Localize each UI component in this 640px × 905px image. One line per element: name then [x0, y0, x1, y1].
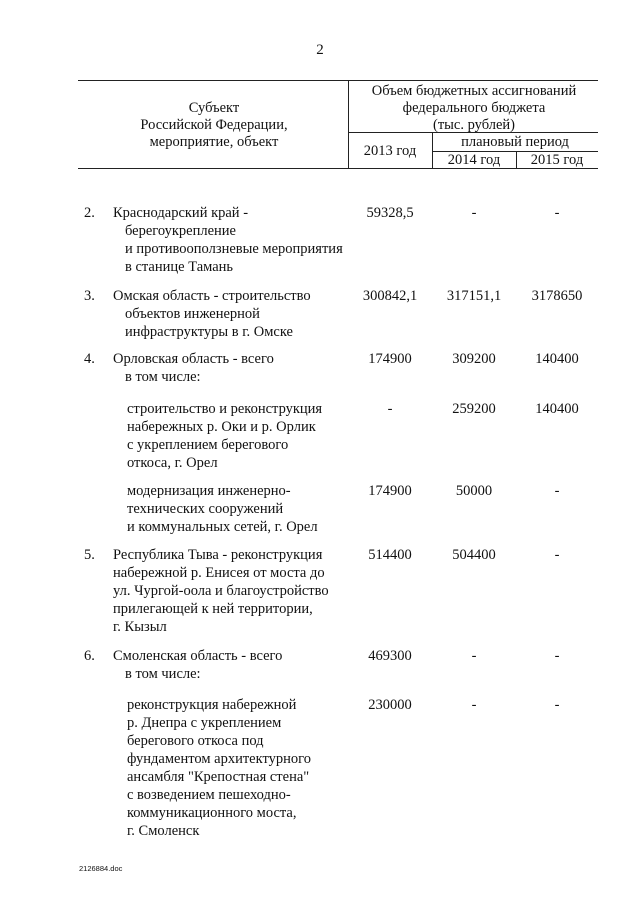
row-line: г. Смоленск: [127, 823, 200, 839]
planned-period-header: плановый период: [461, 134, 569, 150]
row-line: ул. Чургой-оола и благоустройство: [113, 583, 329, 599]
row-line: берегового откоса под: [127, 733, 264, 749]
value-2015: 140400: [535, 401, 579, 417]
row-line: в том числе:: [125, 369, 201, 385]
row-number: 6.: [84, 648, 95, 664]
value-2013: 59328,5: [366, 205, 414, 221]
value-2014: -: [471, 205, 477, 221]
row-line: г. Кызыл: [113, 619, 167, 635]
value-2015: -: [554, 205, 560, 221]
row-line: набережной р. Енисея от моста до: [113, 565, 325, 581]
row-description: [127, 482, 318, 536]
document-filename: 2126884.doc: [79, 864, 123, 873]
row-description: [113, 204, 343, 276]
value-2013: 514400: [368, 547, 412, 563]
row-description: [113, 647, 282, 683]
row-line: берегоукрепление: [125, 223, 236, 239]
value-2015: 3178650: [531, 288, 583, 304]
row-line: Краснодарский край -: [113, 205, 249, 221]
row-line: объектов инженерной: [125, 306, 260, 322]
value-2013: 174900: [368, 483, 412, 499]
value-2014: 309200: [452, 351, 496, 367]
year-2015-header: 2015 год: [530, 152, 584, 168]
budget-header-line: (тыс. рублей): [433, 117, 515, 133]
table-top-rule: [78, 80, 598, 81]
row-line: Орловская область - всего: [113, 351, 274, 367]
row-line: откоса, г. Орел: [127, 455, 218, 471]
value-2015: 140400: [535, 351, 579, 367]
row-line: в том числе:: [125, 666, 201, 682]
value-2013: 174900: [368, 351, 412, 367]
value-2013: -: [387, 401, 393, 417]
row-line: ансамбля "Крепостная стена": [127, 769, 310, 785]
subject-header-line: мероприятие, объект: [149, 134, 279, 150]
row-description: [127, 696, 311, 840]
value-2014: 259200: [452, 401, 496, 417]
row-line: технических сооружений: [127, 501, 284, 517]
row-line: инфраструктуры в г. Омске: [125, 324, 293, 340]
value-2014: 317151,1: [446, 288, 502, 304]
row-line: Смоленская область - всего: [113, 648, 283, 664]
row-line: прилегающей к ней территории,: [113, 601, 313, 617]
value-2015: -: [554, 697, 560, 713]
row-line: Республика Тыва - реконструкция: [113, 547, 323, 563]
value-2015: -: [554, 483, 560, 499]
budget-column-header: [350, 83, 598, 134]
row-line: модернизация инженерно-: [127, 483, 291, 499]
row-line: с укреплением берегового: [127, 437, 289, 453]
row-line: коммуникационного моста,: [127, 805, 297, 821]
subject-header-line: Субъект: [188, 100, 240, 116]
row-line: и противооползневые мероприятия: [125, 241, 343, 257]
row-line: и коммунальных сетей, г. Орел: [127, 519, 318, 535]
page-number: 2: [316, 42, 324, 58]
year-2014-header: 2014 год: [447, 152, 501, 168]
row-description: [113, 287, 311, 341]
value-2015: -: [554, 648, 560, 664]
value-2013: 300842,1: [362, 288, 418, 304]
row-line: р. Днепра с укреплением: [127, 715, 282, 731]
value-2013: 469300: [368, 648, 412, 664]
value-2014: 504400: [452, 547, 496, 563]
row-description: [127, 400, 322, 472]
row-description: [113, 350, 274, 386]
row-line: реконструкция набережной: [127, 697, 297, 713]
value-2014: 50000: [455, 483, 493, 499]
row-line: с возведением пешеходно-: [127, 787, 291, 803]
row-line: строительство и реконструкция: [127, 401, 323, 417]
row-description: [113, 546, 329, 636]
subject-column-header: [80, 100, 348, 151]
year-2013-header: 2013 год: [363, 143, 417, 159]
row-line: Омская область - строительство: [113, 288, 311, 304]
value-2014: -: [471, 697, 477, 713]
row-line: набережных р. Оки и р. Орлик: [127, 419, 316, 435]
value-2014: -: [471, 648, 477, 664]
row-number: 5.: [84, 547, 95, 563]
row-line: в станице Тамань: [125, 259, 234, 275]
value-2015: -: [554, 547, 560, 563]
value-2013: 230000: [368, 697, 412, 713]
row-line: фундаментом архитектурного: [127, 751, 311, 767]
row-number: 4.: [84, 351, 95, 367]
budget-header-line: Объем бюджетных ассигнований: [371, 83, 577, 99]
row-number: 2.: [84, 205, 95, 221]
budget-header-line: федерального бюджета: [402, 100, 546, 116]
subject-header-line: Российской Федерации,: [140, 117, 288, 133]
row-number: 3.: [84, 288, 95, 304]
